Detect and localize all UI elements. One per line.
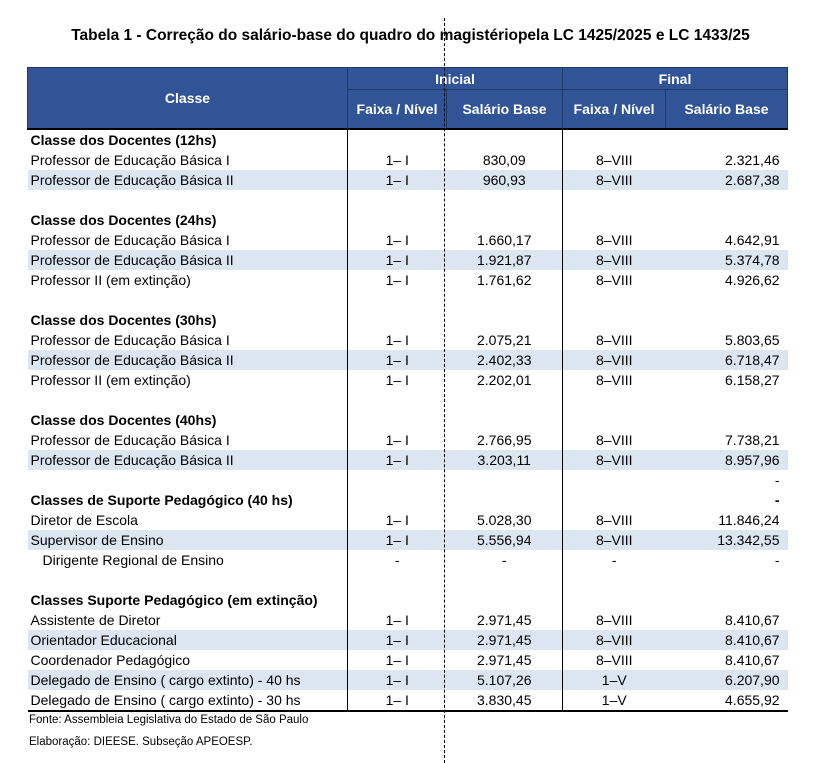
cell-faixa-inicial: 1– I: [348, 610, 447, 630]
cell-salario-final: -: [774, 552, 780, 568]
cell-salario-inicial: 2.075,21: [477, 332, 532, 348]
cell-faixa-inicial: [348, 570, 447, 590]
table-row: [28, 690, 788, 711]
group-header-row: [28, 490, 788, 510]
cell-classe: [28, 570, 348, 590]
cell-salario-final: [666, 410, 788, 430]
cell-salario-final: [666, 129, 788, 150]
cell-faixa-final: 8–VIII: [563, 330, 666, 350]
cell-classe: Classes de Suporte Pedagógico (40 hs): [30, 492, 293, 508]
cell-salario-inicial: 3.203,11: [447, 450, 563, 470]
cell-salario-final: 6.718,47: [666, 350, 788, 370]
cell-classe: Classe dos Docentes (40hs): [30, 412, 217, 428]
cell-salario-final: 8.957,96: [666, 450, 788, 470]
footer-source: Fonte: Assembleia Legislativa do Estado de São Paulo: [29, 714, 309, 726]
cell-classe: Professor de Educação Básica II: [28, 350, 348, 370]
table-row: [28, 630, 788, 650]
cell-faixa-final: 8–VIII: [563, 510, 666, 530]
cell-salario-inicial: 2.971,45: [477, 652, 532, 668]
cell-classe: Orientador Educacional: [28, 630, 348, 650]
table-row: [28, 170, 788, 190]
cell-salario-inicial: [447, 129, 563, 150]
cell-classe: Professor de Educação Básica II: [28, 450, 348, 470]
cell-classe: Professor II (em extinção): [30, 372, 191, 388]
table-row: [28, 350, 788, 370]
cell-faixa-final: 8–VIII: [563, 170, 666, 190]
table-row: [28, 610, 788, 630]
cell-salario-final: [666, 590, 788, 610]
cell-salario-inicial: 3.830,45: [447, 690, 563, 711]
table-body: [28, 129, 788, 711]
cell-salario-final: 4.642,91: [725, 232, 780, 248]
group-header-row: [28, 590, 788, 610]
cell-salario-inicial: 5.107,26: [447, 670, 563, 690]
cell-faixa-final: [563, 210, 666, 230]
cell-faixa-inicial: 1– I: [348, 350, 447, 370]
cell-faixa-final: [563, 390, 666, 410]
footer-elaboration: Elaboração: DIEESE. Subseção APEOESP.: [29, 736, 253, 748]
cell-salario-inicial: 1.660,17: [477, 232, 532, 248]
cell-salario-final: 7.738,21: [725, 432, 780, 448]
cell-faixa-final: [563, 570, 666, 590]
cell-salario-inicial: 2.766,95: [477, 432, 532, 448]
cell-salario-final: -: [774, 492, 780, 508]
cell-salario-inicial: [447, 310, 563, 330]
cell-classe: Delegado de Ensino ( cargo extinto) - 30 hs: [28, 690, 348, 711]
cell-salario-inicial: [447, 590, 563, 610]
cell-faixa-inicial: -: [348, 550, 447, 570]
cell-faixa-final: [563, 190, 666, 210]
cell-classe: Diretor de Escola: [30, 512, 138, 528]
cell-salario-final: 13.342,55: [666, 530, 788, 550]
cell-classe: Supervisor de Ensino: [28, 530, 348, 550]
cell-faixa-inicial: [348, 290, 447, 310]
cell-faixa-inicial: 1– I: [348, 230, 447, 250]
cell-faixa-final: 8–VIII: [563, 630, 666, 650]
cell-faixa-inicial: 1– I: [348, 150, 447, 170]
header-final: Final: [563, 68, 788, 90]
cell-faixa-inicial: 1– I: [348, 690, 447, 711]
cell-salario-inicial: 1.761,62: [477, 272, 532, 288]
cell-faixa-inicial: 1– I: [348, 650, 447, 670]
table-row: [28, 270, 788, 290]
cell-salario-inicial: [447, 570, 563, 590]
table-title: Tabela 1 - Correção do salário-base do quadro do magistériopela LC 1425/2025 e LC 1433/25: [71, 27, 750, 44]
cell-salario-inicial: 2.402,33: [447, 350, 563, 370]
cell-salario-inicial: 2.202,01: [477, 372, 532, 388]
cell-salario-inicial: [447, 410, 563, 430]
cell-faixa-final: [563, 590, 666, 610]
salary-table: [27, 67, 788, 712]
cell-salario-final: 8.410,67: [725, 652, 780, 668]
dashed-guide-line: [444, 18, 445, 763]
cell-faixa-inicial: 1– I: [348, 450, 447, 470]
cell-faixa-final: 8–VIII: [563, 430, 666, 450]
cell-salario-final: 5.374,78: [666, 250, 788, 270]
cell-salario-inicial: [447, 190, 563, 210]
cell-salario-final: -: [774, 472, 780, 488]
cell-salario-final: 2.687,38: [666, 170, 788, 190]
cell-classe: [28, 390, 348, 410]
table-row: [28, 370, 788, 390]
cell-classe: Professor de Educação Básica I: [30, 332, 230, 348]
table-row: [28, 510, 788, 530]
cell-faixa-final: 8–VIII: [563, 370, 666, 390]
cell-salario-final: 8.410,67: [666, 630, 788, 650]
cell-salario-inicial: 960,93: [447, 170, 563, 190]
cell-salario-inicial: [447, 210, 563, 230]
header-faixa-final: Faixa / Nível: [563, 90, 666, 130]
table-row: [28, 150, 788, 170]
cell-salario-final: 11.846,24: [718, 512, 780, 528]
group-header-row: [28, 410, 788, 430]
cell-salario-inicial: [447, 290, 563, 310]
table-row: [28, 550, 788, 570]
cell-faixa-inicial: [348, 210, 447, 230]
cell-faixa-inicial: [348, 390, 447, 410]
cell-salario-inicial: [447, 390, 563, 410]
cell-classe: [28, 190, 348, 210]
cell-faixa-inicial: 1– I: [348, 510, 447, 530]
cell-salario-inicial: [447, 490, 563, 510]
cell-salario-final: [666, 290, 788, 310]
table-row: [28, 250, 788, 270]
header-inicial: Inicial: [348, 68, 563, 90]
cell-classe: Professor de Educação Básica II: [28, 250, 348, 270]
cell-salario-final: 8.410,67: [725, 612, 780, 628]
cell-faixa-inicial: 1– I: [348, 630, 447, 650]
cell-salario-final: 4.655,92: [666, 690, 788, 711]
header-classe: Classe: [28, 68, 348, 130]
cell-salario-inicial: 5.028,30: [477, 512, 532, 528]
cell-classe: [28, 290, 348, 310]
cell-faixa-inicial: 1– I: [348, 370, 447, 390]
cell-faixa-inicial: [348, 129, 447, 150]
cell-classe: Classes Suporte Pedagógico (em extinção): [30, 592, 318, 608]
cell-faixa-final: -: [563, 550, 666, 570]
cell-salario-final: 6.158,27: [725, 372, 780, 388]
spacer-row: [28, 570, 788, 590]
cell-salario-inicial: -: [501, 552, 507, 568]
cell-faixa-final: [563, 490, 666, 510]
cell-faixa-final: 8–VIII: [563, 650, 666, 670]
cell-salario-final: [666, 390, 788, 410]
cell-faixa-inicial: [348, 310, 447, 330]
cell-faixa-inicial: [348, 190, 447, 210]
cell-faixa-inicial: [348, 590, 447, 610]
cell-faixa-inicial: [348, 490, 447, 510]
cell-classe: Professor II (em extinção): [30, 272, 191, 288]
cell-faixa-final: 8–VIII: [563, 270, 666, 290]
cell-classe: Assistente de Diretor: [30, 612, 161, 628]
cell-faixa-inicial: [348, 410, 447, 430]
cell-classe: Classe dos Docentes (24hs): [30, 212, 217, 228]
table-row: [28, 430, 788, 450]
cell-faixa-final: [563, 129, 666, 150]
spacer-row: [28, 390, 788, 410]
cell-salario-inicial: 5.556,94: [447, 530, 563, 550]
cell-salario-inicial: 2.971,45: [447, 630, 563, 650]
cell-salario-final: [666, 190, 788, 210]
cell-faixa-inicial: 1– I: [348, 170, 447, 190]
table-row: [28, 330, 788, 350]
cell-faixa-final: [563, 410, 666, 430]
cell-classe: Professor de Educação Básica I: [30, 232, 230, 248]
cell-salario-final: 6.207,90: [666, 670, 788, 690]
cell-faixa-final: [563, 470, 666, 490]
cell-classe: Classe dos Docentes (30hs): [30, 312, 217, 328]
cell-classe: Dirigente Regional de Ensino: [42, 552, 224, 568]
cell-classe: Classe dos Docentes (12hs): [28, 129, 348, 150]
table-row: [28, 670, 788, 690]
cell-faixa-final: 8–VIII: [563, 150, 666, 170]
cell-faixa-final: 1–V: [563, 670, 666, 690]
cell-salario-final: 5.803,65: [725, 332, 780, 348]
spacer-row: [28, 290, 788, 310]
cell-salario-inicial: 2.971,45: [477, 612, 532, 628]
cell-salario-final: [666, 210, 788, 230]
cell-faixa-inicial: 1– I: [348, 430, 447, 450]
cell-salario-inicial: 1.921,87: [447, 250, 563, 270]
table-row: [28, 650, 788, 670]
cell-faixa-final: 8–VIII: [563, 450, 666, 470]
cell-faixa-final: 8–VIII: [563, 350, 666, 370]
cell-salario-inicial: [447, 470, 563, 490]
header-salario-final: Salário Base: [666, 90, 788, 130]
cell-faixa-inicial: 1– I: [348, 530, 447, 550]
header-salario-inicial: Salário Base: [447, 90, 563, 130]
cell-salario-inicial: 830,09: [482, 152, 526, 168]
spacer-row: [28, 190, 788, 210]
cell-salario-final: 4.926,62: [725, 272, 780, 288]
cell-classe: Delegado de Ensino ( cargo extinto) - 40 hs: [28, 670, 348, 690]
cell-faixa-final: [563, 290, 666, 310]
group-header-row: [28, 129, 788, 150]
cell-faixa-inicial: 1– I: [348, 670, 447, 690]
cell-faixa-final: [563, 310, 666, 330]
group-header-row: [28, 210, 788, 230]
cell-salario-final: [666, 310, 788, 330]
cell-salario-final: [666, 570, 788, 590]
cell-faixa-inicial: 1– I: [348, 270, 447, 290]
cell-faixa-inicial: 1– I: [348, 330, 447, 350]
cell-classe: Professor de Educação Básica I: [30, 432, 230, 448]
cell-faixa-inicial: 1– I: [348, 250, 447, 270]
header-faixa-inicial: Faixa / Nível: [348, 90, 447, 130]
table-row: [28, 450, 788, 470]
cell-classe: Professor de Educação Básica II: [28, 170, 348, 190]
cell-classe: [28, 470, 348, 490]
table-row: [28, 230, 788, 250]
table-row: [28, 530, 788, 550]
cell-faixa-final: 8–VIII: [563, 610, 666, 630]
group-header-row: [28, 310, 788, 330]
cell-faixa-final: 8–VIII: [563, 250, 666, 270]
cell-classe: Coordenador Pedagógico: [30, 652, 191, 668]
cell-faixa-final: 8–VIII: [563, 230, 666, 250]
cell-faixa-inicial: [348, 470, 447, 490]
table-row: [28, 470, 788, 490]
cell-salario-final: 2.321,46: [725, 152, 780, 168]
cell-faixa-final: 1–V: [563, 690, 666, 711]
cell-faixa-final: 8–VIII: [563, 530, 666, 550]
cell-classe: Professor de Educação Básica I: [30, 152, 230, 168]
